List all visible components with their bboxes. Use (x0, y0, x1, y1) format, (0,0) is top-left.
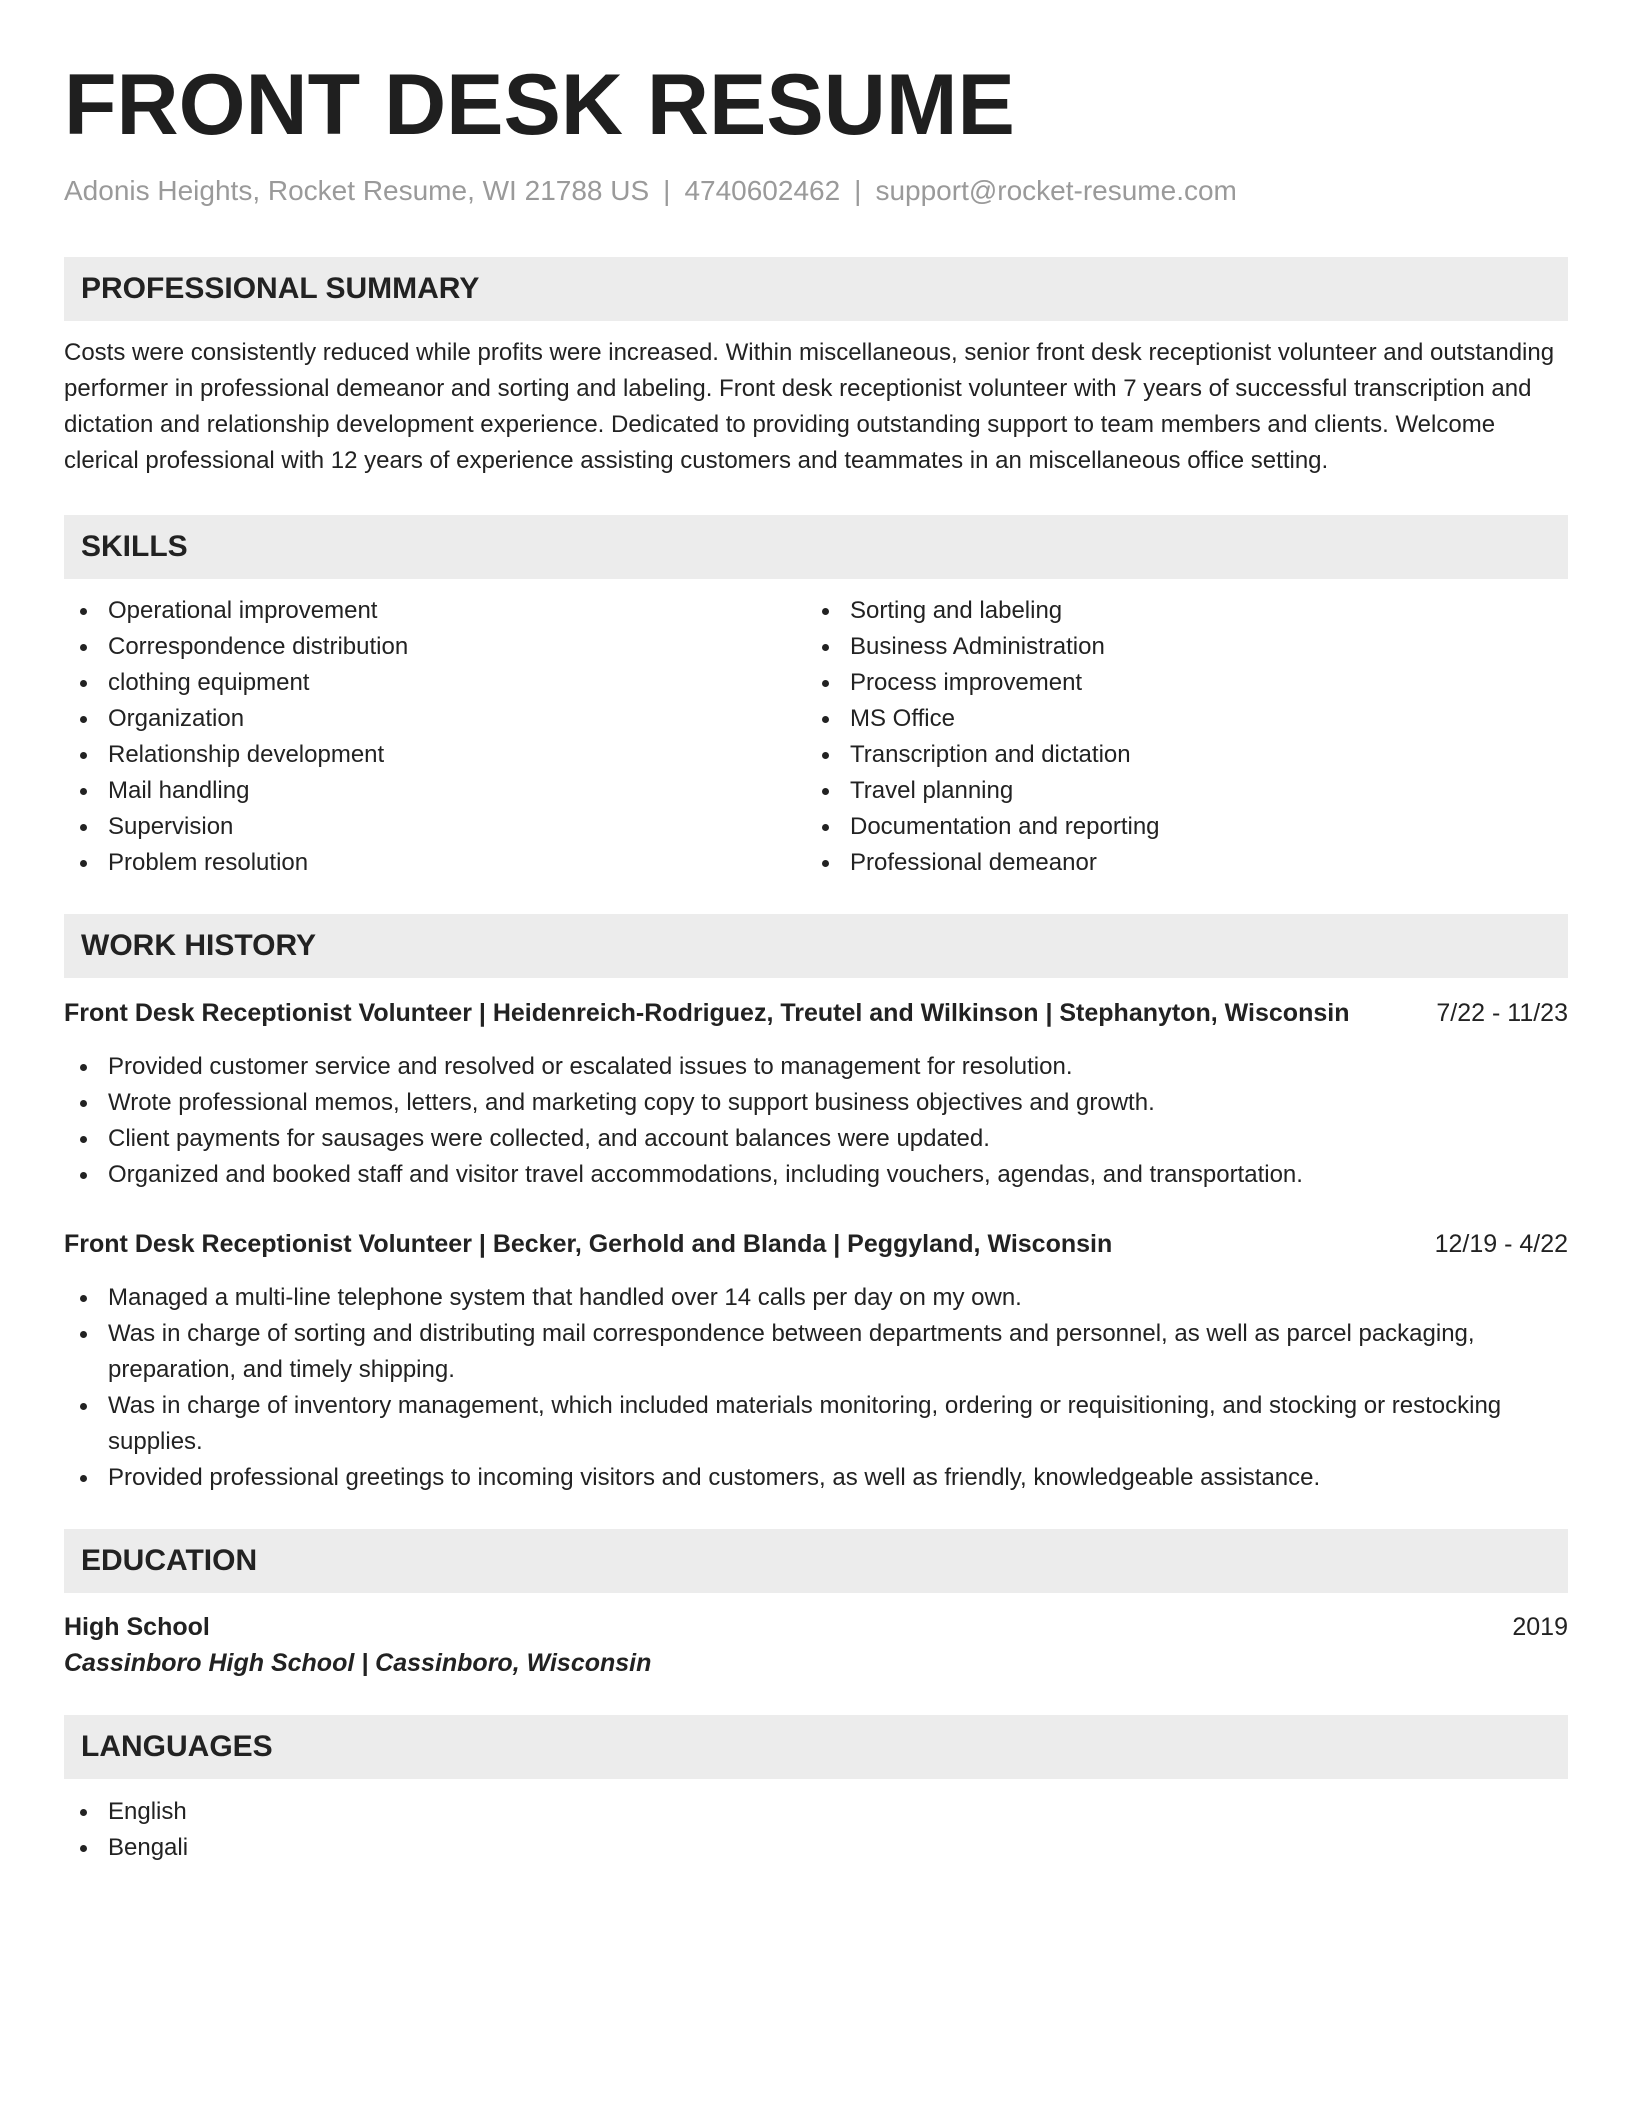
summary-heading: PROFESSIONAL SUMMARY (64, 257, 1568, 321)
skill-item: Process improvement (806, 665, 1548, 701)
skills-list (64, 593, 1568, 881)
skill-item: Transcription and dictation (806, 737, 1548, 773)
job-bullets (64, 1280, 1568, 1496)
skills-column-right (806, 593, 1548, 881)
resume-name: FRONT DESK RESUME (64, 57, 1015, 153)
skill-item: Mail handling (64, 773, 806, 809)
education-header (64, 1609, 1568, 1645)
languages-heading: LANGUAGES (64, 1715, 1568, 1779)
education-year: 2019 (1512, 1612, 1568, 1641)
education-entry (64, 1609, 1568, 1681)
job-title: Front Desk Receptionist Volunteer | Becker, Gerhold and Blanda | Peggyland, Wisconsin (64, 1229, 1113, 1258)
job-header (64, 1226, 1568, 1262)
job-bullet: Provided professional greetings to incoming visitors and customers, as well as friendly, knowledgeable assistance. (64, 1460, 1568, 1496)
job-title: Front Desk Receptionist Volunteer | Heidenreich-Rodriguez, Treutel and Wilkinson | Stephanyton, Wisconsin (64, 998, 1350, 1027)
education-degree: High School (64, 1612, 210, 1641)
contact-phone: 4740602462 (684, 175, 841, 206)
job-bullet: Provided customer service and resolved or escalated issues to management for resolution. (64, 1049, 1568, 1085)
job-entry (64, 1226, 1568, 1496)
contact-address: Adonis Heights, Rocket Resume, WI 21788 US (64, 175, 650, 206)
job-dates: 12/19 - 4/22 (1434, 1229, 1568, 1258)
skill-item: Business Administration (806, 629, 1548, 665)
skill-item: Sorting and labeling (806, 593, 1548, 629)
languages-list (64, 1794, 1568, 1866)
skill-item: Professional demeanor (806, 845, 1548, 881)
education-school: Cassinboro High School | Cassinboro, Wisconsin (64, 1648, 652, 1677)
skills-heading: SKILLS (64, 515, 1568, 579)
language-item: Bengali (64, 1830, 1568, 1866)
summary-text: Costs were consistently reduced while profits were increased. Within miscellaneous, senior front desk receptionist volunteer and outstanding performer in professional demeanor and sorting and labeling. Front desk receptionist volunteer with 7 years of successful transcription and dictation and relationship development experience. Dedicated to providing outstanding support to team members and clients. Welcome clerical professional with 12 years of experience assisting customers and teammates in an miscellaneous office setting. (64, 338, 1555, 474)
skill-item: MS Office (806, 701, 1548, 737)
skills-column-left (64, 593, 806, 881)
skill-item: Supervision (64, 809, 806, 845)
contact-email: support@rocket-resume.com (875, 175, 1237, 206)
skill-item: clothing equipment (64, 665, 806, 701)
skill-item: Problem resolution (64, 845, 806, 881)
skill-item: Operational improvement (64, 593, 806, 629)
job-header (64, 995, 1568, 1031)
skill-item: Documentation and reporting (806, 809, 1548, 845)
job-bullet: Was in charge of inventory management, which included materials monitoring, ordering or requisitioning, and stocking or restocking supplies. (64, 1388, 1568, 1460)
skill-item: Organization (64, 701, 806, 737)
job-bullet: Was in charge of sorting and distributing mail correspondence between departments and personnel, as well as parcel packaging, preparation, and timely shipping. (64, 1316, 1568, 1388)
job-entry (64, 995, 1568, 1193)
resume-page (64, 0, 1568, 1866)
job-bullet: Wrote professional memos, letters, and marketing copy to support business objectives and growth. (64, 1085, 1568, 1121)
contact-separator: | (663, 175, 671, 206)
job-bullet: Managed a multi-line telephone system that handled over 14 calls per day on my own. (64, 1280, 1568, 1316)
skill-item: Correspondence distribution (64, 629, 806, 665)
contact-separator: | (854, 175, 862, 206)
job-dates: 7/22 - 11/23 (1436, 998, 1568, 1027)
skill-item: Travel planning (806, 773, 1548, 809)
education-heading: EDUCATION (64, 1529, 1568, 1593)
contact-line (64, 174, 1568, 208)
language-item: English (64, 1794, 1568, 1830)
job-bullets (64, 1049, 1568, 1193)
job-bullet: Organized and booked staff and visitor travel accommodations, including vouchers, agendas, and transportation. (64, 1157, 1568, 1193)
skill-item: Relationship development (64, 737, 806, 773)
job-bullet: Client payments for sausages were collected, and account balances were updated. (64, 1121, 1568, 1157)
work-heading: WORK HISTORY (64, 914, 1568, 978)
